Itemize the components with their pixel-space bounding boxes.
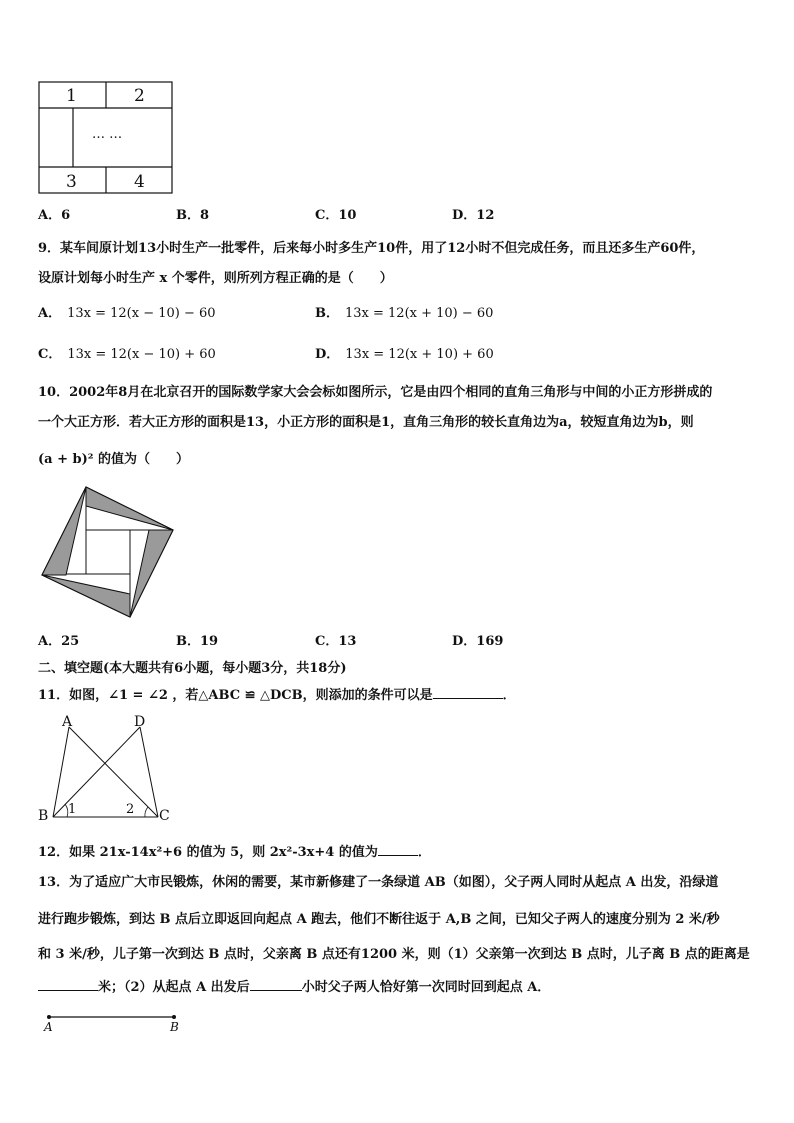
q9-line-2: 设原计划每小时生产 x 个零件，则所列方程正确的是（ ） [38,271,393,286]
q9-option-a [38,305,216,323]
q11-answer-blank [433,686,503,699]
q10-line-2: 一个大正方形．若大正方形的面积是13，小正方形的面积是1，直角三角形的较长直角边为a，较短直角边为b，则 [38,415,694,430]
q13-line-4a: 米；（2）从起点 A 出发后 [98,980,250,995]
grid-cell-3: 3 [66,172,77,192]
q9-option-a-eq: 13x = 12(x − 10) − 60 [67,306,216,321]
q13-line-1: 13．为了适应广大市民锻炼，休闲的需要，某市新修建了一条绿道 AB（如图），父子两人同时从起点 A 出发，沿绿道 [38,875,719,890]
segment-label-B: B [170,1020,179,1034]
grid-figure [38,81,174,195]
q9-option-d [315,346,494,364]
q12-stem: 12．如果 21x-14x²+6 的值为 5，则 2x²-3x+4 的值为 [38,845,378,860]
q12-answer-blank [378,843,418,856]
label-D: D [134,714,146,730]
q13-line-3: 和 3 米/秒，儿子第一次到达 B 点时，父亲离 B 点还有1200 米，则（1）父亲第一次到达 B 点时，儿子离 B 点的距离是 [38,947,750,962]
q13-answer-blank-1 [38,978,98,991]
q8-option-b: B．8 [176,208,210,223]
q11-stem: 11．如图，∠1 = ∠2 ，若△ABC ≌ △DCB，则添加的条件可以是 [38,688,433,703]
label-A: A [62,714,73,730]
q11-end: ． [502,688,516,703]
q10-line-1: 10．2002年8月在北京召开的国际数学家大会会标如图所示，它是由四个相同的直角三角形与中间的小正方形拼成的 [38,385,713,400]
grid-dots: … … [92,127,123,142]
segment-figure-svg [40,1012,190,1038]
inner-square [86,530,130,574]
q9-option-a-label: A． [38,306,62,321]
q9-option-b [315,305,493,323]
q13-line-2: 进行跑步锻炼，到达 B 点后立即返回向起点 A 跑去，他们不断往返于 A,B 之间，已知父子两人的速度分别为 2 米/秒 [38,912,720,927]
q8-option-c: C．10 [315,208,357,223]
q10-line-3: (a + b)² 的值为（ ） [38,452,189,467]
grid-cell-4: 4 [134,172,145,192]
segment-figure [40,1012,190,1038]
q9-option-b-label: B． [315,306,339,321]
label-C: C [159,808,170,824]
q12-end: ． [417,845,431,860]
section-2-heading: 二、填空题(本大题共有6小题，每小题3分，共18分) [38,661,347,676]
label-angle-2: 2 [126,802,135,817]
q8-option-d: D．12 [452,208,495,223]
grid-cell-2: 2 [134,86,145,106]
q9-option-c-label: C． [38,347,62,362]
q13-line-4b: 小时父子两人恰好第一次同时回到起点 A． [301,980,551,995]
triangle-figure-svg [36,712,176,828]
q10-option-a: A．25 [38,634,80,649]
q9-option-b-eq: 13x = 12(x + 10) − 60 [345,306,494,321]
triangle-figure [36,712,176,828]
q13-line-4 [38,978,550,997]
q11-text [38,686,516,705]
q9-option-c-eq: 13x = 12(x − 10) + 60 [67,347,216,362]
q10-option-b: B．19 [176,634,219,649]
zhao-shuang-figure [38,484,178,624]
q10-option-d: D．169 [452,634,504,649]
q10-option-c: C．13 [315,634,357,649]
label-B: B [38,808,49,824]
grid-cell-1: 1 [66,86,77,106]
q13-answer-blank-2 [250,978,302,991]
q8-option-a: A．6 [38,208,71,223]
segment-label-A: A [44,1020,53,1034]
label-angle-1: 1 [68,802,77,817]
q9-option-d-label: D． [315,347,340,362]
question-12 [38,843,431,862]
q9-line-1: 9．某车间原计划13小时生产一批零件，后来每小时多生产10件，用了12小时不但完成任务，而且还多生产60件， [38,241,705,256]
q9-option-d-eq: 13x = 12(x + 10) + 60 [345,347,494,362]
q9-option-c [38,346,216,364]
